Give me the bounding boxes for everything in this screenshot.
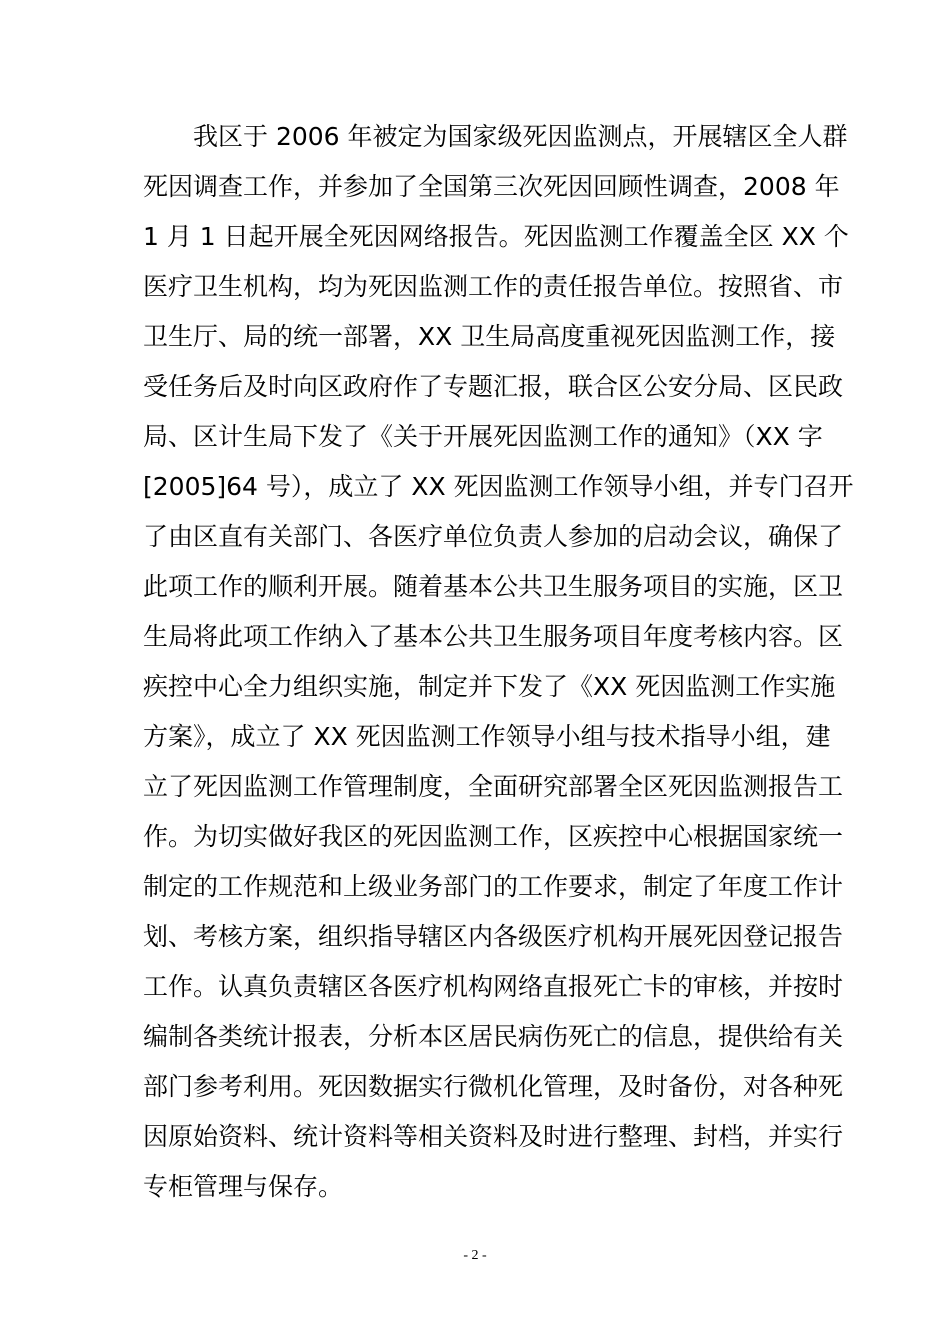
paragraph-line: 死因调查工作，并参加了全国第三次死因回顾性调查，2008 年	[143, 172, 840, 201]
paragraph-line: 编制各类统计报表，分析本区居民病伤死亡的信息，提供给有关	[143, 1022, 844, 1051]
paragraph-line: 我区于 2006 年被定为国家级死因监测点，开展辖区全人群	[193, 122, 848, 151]
paragraph-line: 因原始资料、统计资料等相关资料及时进行整理、封档，并实行	[143, 1122, 844, 1151]
paragraph-line: 立了死因监测工作管理制度，全面研究部署全区死因监测报告工	[143, 772, 844, 801]
paragraph-line: [2005]64 号），成立了 XX 死因监测工作领导小组，并专门召开	[143, 472, 854, 501]
paragraph-line: 1 月 1 日起开展全死因网络报告。死因监测工作覆盖全区 XX 个	[143, 222, 849, 251]
paragraph-line: 生局将此项工作纳入了基本公共卫生服务项目年度考核内容。区	[143, 622, 844, 651]
paragraph-line: 部门参考利用。死因数据实行微机化管理，及时备份，对各种死	[143, 1072, 844, 1101]
page-number: - 2 -	[463, 1248, 487, 1263]
paragraph-line: 卫生厅、局的统一部署，XX 卫生局高度重视死因监测工作，接	[143, 322, 836, 351]
paragraph-line: 专柜管理与保存。	[143, 1172, 344, 1201]
paragraph-line: 方案》，成立了 XX 死因监测工作领导小组与技术指导小组，建	[143, 722, 831, 751]
paragraph-line: 划、考核方案，组织指导辖区内各级医疗机构开展死因登记报告	[143, 922, 844, 951]
paragraph-line: 局、区计生局下发了《关于开展死因监测工作的通知》（XX 字	[143, 422, 823, 451]
paragraph-line: 工作。认真负责辖区各医疗机构网络直报死亡卡的审核，并按时	[143, 972, 844, 1001]
paragraph-line: 了由区直有关部门、各医疗单位负责人参加的启动会议，确保了	[143, 522, 844, 551]
paragraph-line: 医疗卫生机构，均为死因监测工作的责任报告单位。按照省、市	[143, 272, 844, 301]
body-paragraph	[143, 112, 854, 1212]
paragraph-line: 作。为切实做好我区的死因监测工作，区疾控中心根据国家统一	[143, 822, 844, 851]
paragraph-line: 受任务后及时向区政府作了专题汇报，联合区公安分局、区民政	[143, 372, 844, 401]
paragraph-line: 此项工作的顺利开展。随着基本公共卫生服务项目的实施，区卫	[143, 572, 844, 601]
paragraph-line: 制定的工作规范和上级业务部门的工作要求，制定了年度工作计	[143, 872, 844, 901]
paragraph-line: 疾控中心全力组织实施，制定并下发了《XX 死因监测工作实施	[143, 672, 836, 701]
